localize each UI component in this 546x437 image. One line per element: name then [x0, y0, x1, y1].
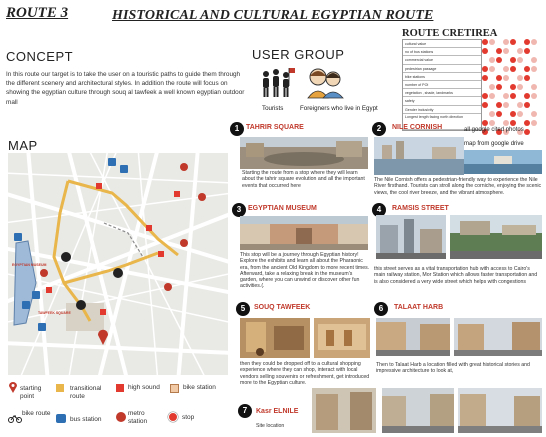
rating-dot: [489, 84, 495, 90]
rating-dot: [531, 120, 537, 126]
rating-dot: [524, 66, 530, 72]
rating-dot: [524, 102, 530, 108]
rating-dot: [503, 39, 509, 45]
criteria-row: bike stations: [403, 73, 481, 81]
stop-photo: [240, 216, 368, 250]
rating-dot: [510, 66, 516, 72]
bike-station-icon: [170, 384, 179, 393]
stop-photo: [464, 150, 542, 174]
metro-icon: [116, 412, 126, 422]
rating-dot: [503, 75, 509, 81]
foreigners-icon: [305, 64, 345, 102]
stop-number: 1: [230, 122, 244, 136]
legend-label: bike route: [22, 410, 51, 417]
legend-label: stop: [182, 414, 195, 421]
legend-label: starting point: [20, 385, 42, 400]
user-group-label: Foreigners who live in Egypt: [300, 105, 378, 112]
map-label-museum: EGYPTIAN MUSEUM: [12, 263, 47, 267]
stop-photo: [312, 388, 376, 433]
rating-dot: [510, 93, 516, 99]
rating-dot: [524, 39, 530, 45]
stop-description: Site location: [256, 423, 285, 429]
bike-icon: [8, 410, 22, 428]
criteria-row: number of POI: [403, 81, 481, 89]
stop-number: 7: [238, 404, 252, 418]
stop-description: this street serves as a vital transportation hub with access to Cairo's main railway station, Mor Station which allows faster transportation and is also considered a very wide street which helps with congestions: [374, 266, 538, 285]
stop-photo: [240, 318, 310, 358]
stop-description: Starting the route from a stop where they will learn about the tahrir square evolution and all the important events that occurred here: [242, 170, 365, 189]
rating-dot: [531, 84, 537, 90]
rating-dot: [524, 129, 530, 135]
rating-dot: [531, 66, 537, 72]
stop-photo: [454, 318, 542, 356]
rating-dot: [482, 66, 488, 72]
sound-square-icon: [116, 384, 124, 392]
criteria-row: Longest length facing north direction: [403, 114, 481, 130]
criteria-row: Gender inclusivity: [403, 106, 481, 114]
criteria-heading: ROUTE CRETIREA: [402, 28, 498, 39]
stop-number: 6: [374, 302, 388, 316]
stop-description: Then to Talaat Harb a location filled with great historical stories and impressive architecture to look at,: [376, 362, 530, 375]
map-label-tawfeek: TAWFEEK SQUARE: [38, 311, 71, 315]
route-map: [8, 153, 228, 375]
rating-dot: [503, 120, 509, 126]
rating-dot: [496, 57, 502, 63]
stop-name: NILE CORNISH: [392, 124, 443, 131]
rating-dot: [489, 111, 495, 117]
rating-dot: [496, 84, 502, 90]
stop-photo: [374, 137, 464, 175]
stop-name: RAMSIS STREET: [392, 205, 449, 212]
criteria-row: commercial value: [403, 56, 481, 64]
rating-dot: [524, 120, 530, 126]
rating-dot: [510, 111, 516, 117]
stop-name: Kasr ELNILE: [256, 408, 299, 415]
rating-dot: [517, 102, 523, 108]
rating-dot: [489, 93, 495, 99]
stop-name: TAHRIR SQUARE: [246, 124, 304, 131]
concept-text: In this route our target is to take the user on a touristic paths to guide them through the different scenery and architectural styles. In addition the route will focus on showing the egyptian culture through souq al tawfeek a well known egyptian outdoor mall: [6, 71, 245, 106]
route-square-icon: [56, 384, 64, 392]
legend-label: bus station: [70, 416, 102, 423]
rating-dot: [503, 102, 509, 108]
legend-label: high sound: [128, 384, 160, 391]
rating-dot: [517, 111, 523, 117]
stop-photo: [376, 318, 450, 356]
rating-dot: [503, 93, 509, 99]
rating-dot: [524, 75, 530, 81]
stop-photo: [240, 137, 368, 169]
user-group-heading: USER GROUP: [252, 47, 345, 62]
stop-name: TALAAT HARB: [394, 304, 444, 311]
rating-dot: [496, 48, 502, 54]
rating-dot: [517, 84, 523, 90]
rating-dot: [517, 57, 523, 63]
route-number: ROUTE 3: [6, 5, 69, 21]
rating-dot: [482, 75, 488, 81]
stop-photo: [314, 318, 370, 358]
rating-dot: [524, 93, 530, 99]
bus-icon: [56, 414, 66, 423]
starting-point-icon: [8, 381, 18, 399]
tourists-icon: [256, 66, 296, 104]
map-heading: MAP: [8, 138, 38, 153]
rating-dot: [482, 93, 488, 99]
rating-dot: [482, 48, 488, 54]
rating-dot: [510, 39, 516, 45]
criteria-row: no of bus stations: [403, 48, 481, 56]
stop-photo: [382, 388, 454, 433]
rating-dot: [517, 75, 523, 81]
rating-dot: [531, 93, 537, 99]
stop-number: 2: [372, 122, 386, 136]
stop-photo: [458, 388, 542, 433]
rating-dot: [496, 75, 502, 81]
rating-dot: [510, 57, 516, 63]
criteria-row: pedestrian passage: [403, 65, 481, 73]
rating-dot: [524, 48, 530, 54]
rating-dot: [517, 48, 523, 54]
stop-number: 5: [236, 302, 250, 316]
rating-dot: [496, 111, 502, 117]
rating-dot: [503, 48, 509, 54]
stop-number: 4: [372, 203, 386, 217]
stop-photo: [450, 215, 542, 259]
photo-credit-note: all google cited photos: [464, 127, 524, 133]
page-title: HISTORICAL AND CULTURAL EGYPTIAN ROUTE: [112, 8, 434, 23]
stop-name: SOUQ TAWFEEK: [254, 304, 311, 311]
stop-number: 3: [232, 203, 246, 217]
stop-description: The Nile Cornish offers a pedestrian-friendly way to experience the Nile River firsthand. Tourists can stroll along the corniche, enjoying the scenic views, the cool river breeze, and the vibrant atmosphere.: [374, 177, 542, 196]
legend-label: metro station: [128, 410, 148, 425]
rating-dot: [531, 39, 537, 45]
rating-dot: [496, 102, 502, 108]
rating-dot: [482, 120, 488, 126]
stop-photo: [376, 215, 446, 259]
rating-dot: [489, 66, 495, 72]
criteria-row: cultural value: [403, 40, 481, 48]
rating-dot: [489, 120, 495, 126]
legend-label: bike station: [183, 384, 216, 391]
map-credit-note: map from google drive: [464, 141, 524, 147]
stop-description: This stop will be a journey through Egyptian history! Explore the exhibits and learn all about the Pharaonic era, from the ancient Old Kingdom to more recent times. Afterward, take a relaxing break in the museum's garden, where you can unwind or discover other fun activities.(.: [240, 252, 370, 290]
rating-dot: [531, 111, 537, 117]
rating-dot: [482, 39, 488, 45]
rating-dot: [531, 57, 537, 63]
concept-heading: CONCEPT: [6, 49, 74, 64]
stop-description: then they could be dropped off to a cultural shopping experience where they can shop, interact with local vendors selling souvenirs or refreshment, get introduced more to the Egyptian culture.: [240, 361, 370, 386]
criteria-row: safety: [403, 97, 481, 105]
criteria-table: [402, 39, 482, 131]
stop-name: EGYPTIAN MUSEUM: [248, 205, 317, 212]
criteria-row: vegetation , shade, landmarks: [403, 89, 481, 97]
rating-dot: [510, 84, 516, 90]
stop-sign-icon: [168, 412, 178, 422]
rating-dot: [503, 66, 509, 72]
rating-dot: [482, 102, 488, 108]
rating-dot: [489, 39, 495, 45]
user-group-label: Tourists: [262, 105, 284, 112]
legend-label: transitional route: [70, 385, 102, 400]
rating-dot: [489, 57, 495, 63]
rating-dot: [510, 120, 516, 126]
